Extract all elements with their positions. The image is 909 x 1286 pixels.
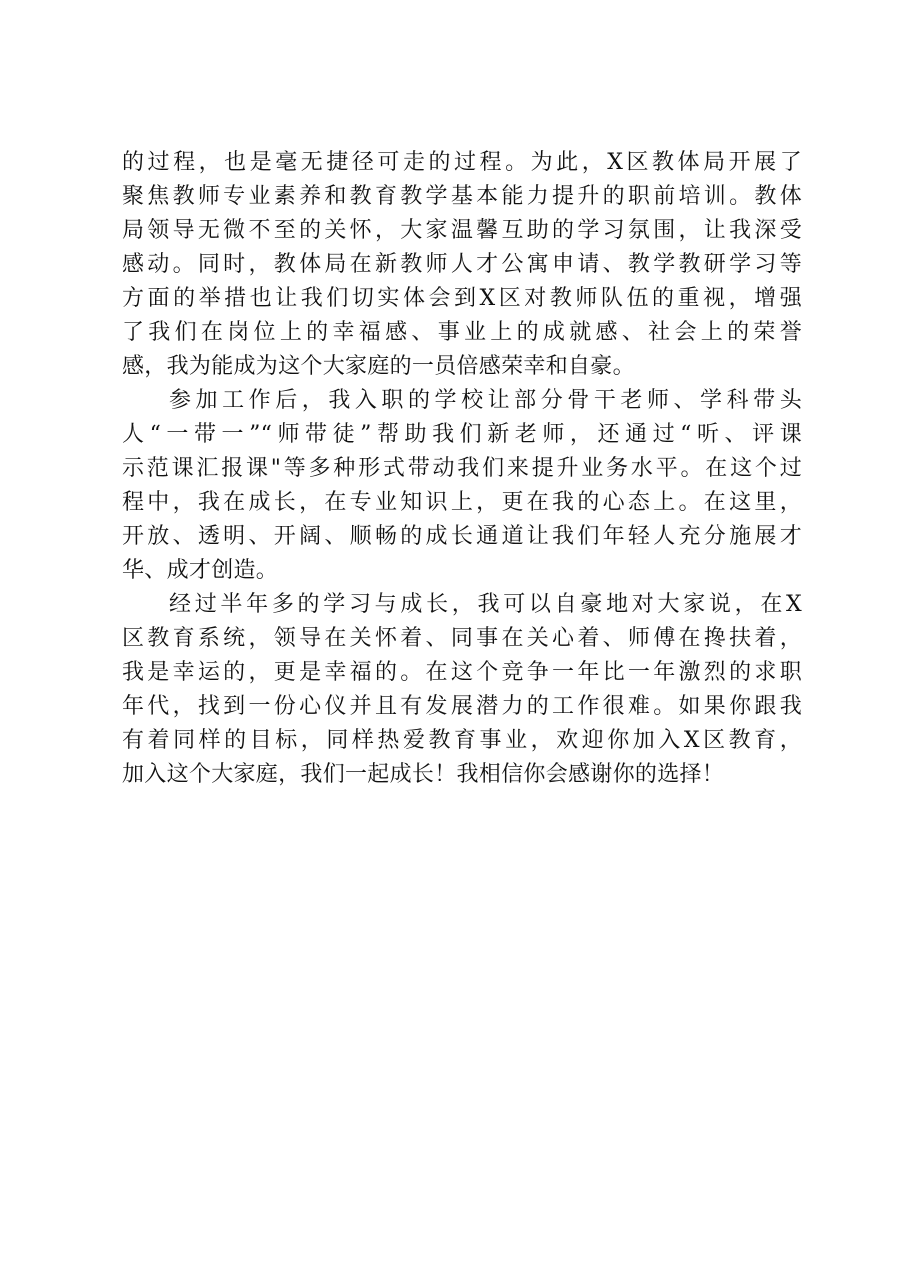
text-line: 年代，找到一份心仪并且有发展潜力的工作很难。如果你跟我 <box>122 694 802 719</box>
paragraph-2 <box>122 384 802 588</box>
text-line: 感，我为能成为这个大家庭的一员倍感荣幸和自豪。 <box>122 354 635 379</box>
text-line: 开放、透明、开阔、顺畅的成长通道让我们年轻人充分施展才 <box>122 524 802 549</box>
text-line: 局领导无微不至的关怀，大家温馨互助的学习氛围，让我深受 <box>122 218 802 243</box>
text-line: 感动。同时，教体局在新教师人才公寓申请、教学教研学习等 <box>122 252 802 277</box>
text-line: 区教育系统，领导在关怀着、同事在关心着、师傅在搀扶着， <box>122 626 802 651</box>
text-line: 华、成才创造。 <box>122 558 279 583</box>
text-line: 人“一带一”“师带徒”帮助我们新老师，还通过“听、评课 <box>122 422 802 447</box>
text-line: 程中，我在成长，在专业知识上，更在我的心态上。在这里， <box>122 490 802 515</box>
text-line: 加入这个大家庭，我们一起成长！我相信你会感谢你的选择！ <box>122 762 725 787</box>
paragraph-1 <box>122 146 802 384</box>
body-text <box>122 146 802 792</box>
text-line: 示范课汇报课"等多种形式带动我们来提升业务水平。在这个过 <box>122 456 802 481</box>
text-line: 方面的举措也让我们切实体会到X区对教师队伍的重视，增强 <box>122 286 802 311</box>
text-line: 聚焦教师专业素养和教育教学基本能力提升的职前培训。教体 <box>122 184 802 209</box>
text-line: 经过半年多的学习与成长，我可以自豪地对大家说，在X <box>169 592 802 617</box>
text-line: 了我们在岗位上的幸福感、事业上的成就感、社会上的荣誉 <box>122 320 802 345</box>
text-line: 我是幸运的，更是幸福的。在这个竞争一年比一年激烈的求职 <box>122 660 802 685</box>
text-line: 参加工作后，我入职的学校让部分骨干老师、学科带头 <box>169 388 802 413</box>
text-line: 的过程，也是毫无捷径可走的过程。为此，X区教体局开展了 <box>122 150 802 175</box>
text-line: 有着同样的目标，同样热爱教育事业，欢迎你加入X区教育， <box>122 728 802 753</box>
paragraph-3 <box>122 588 802 792</box>
